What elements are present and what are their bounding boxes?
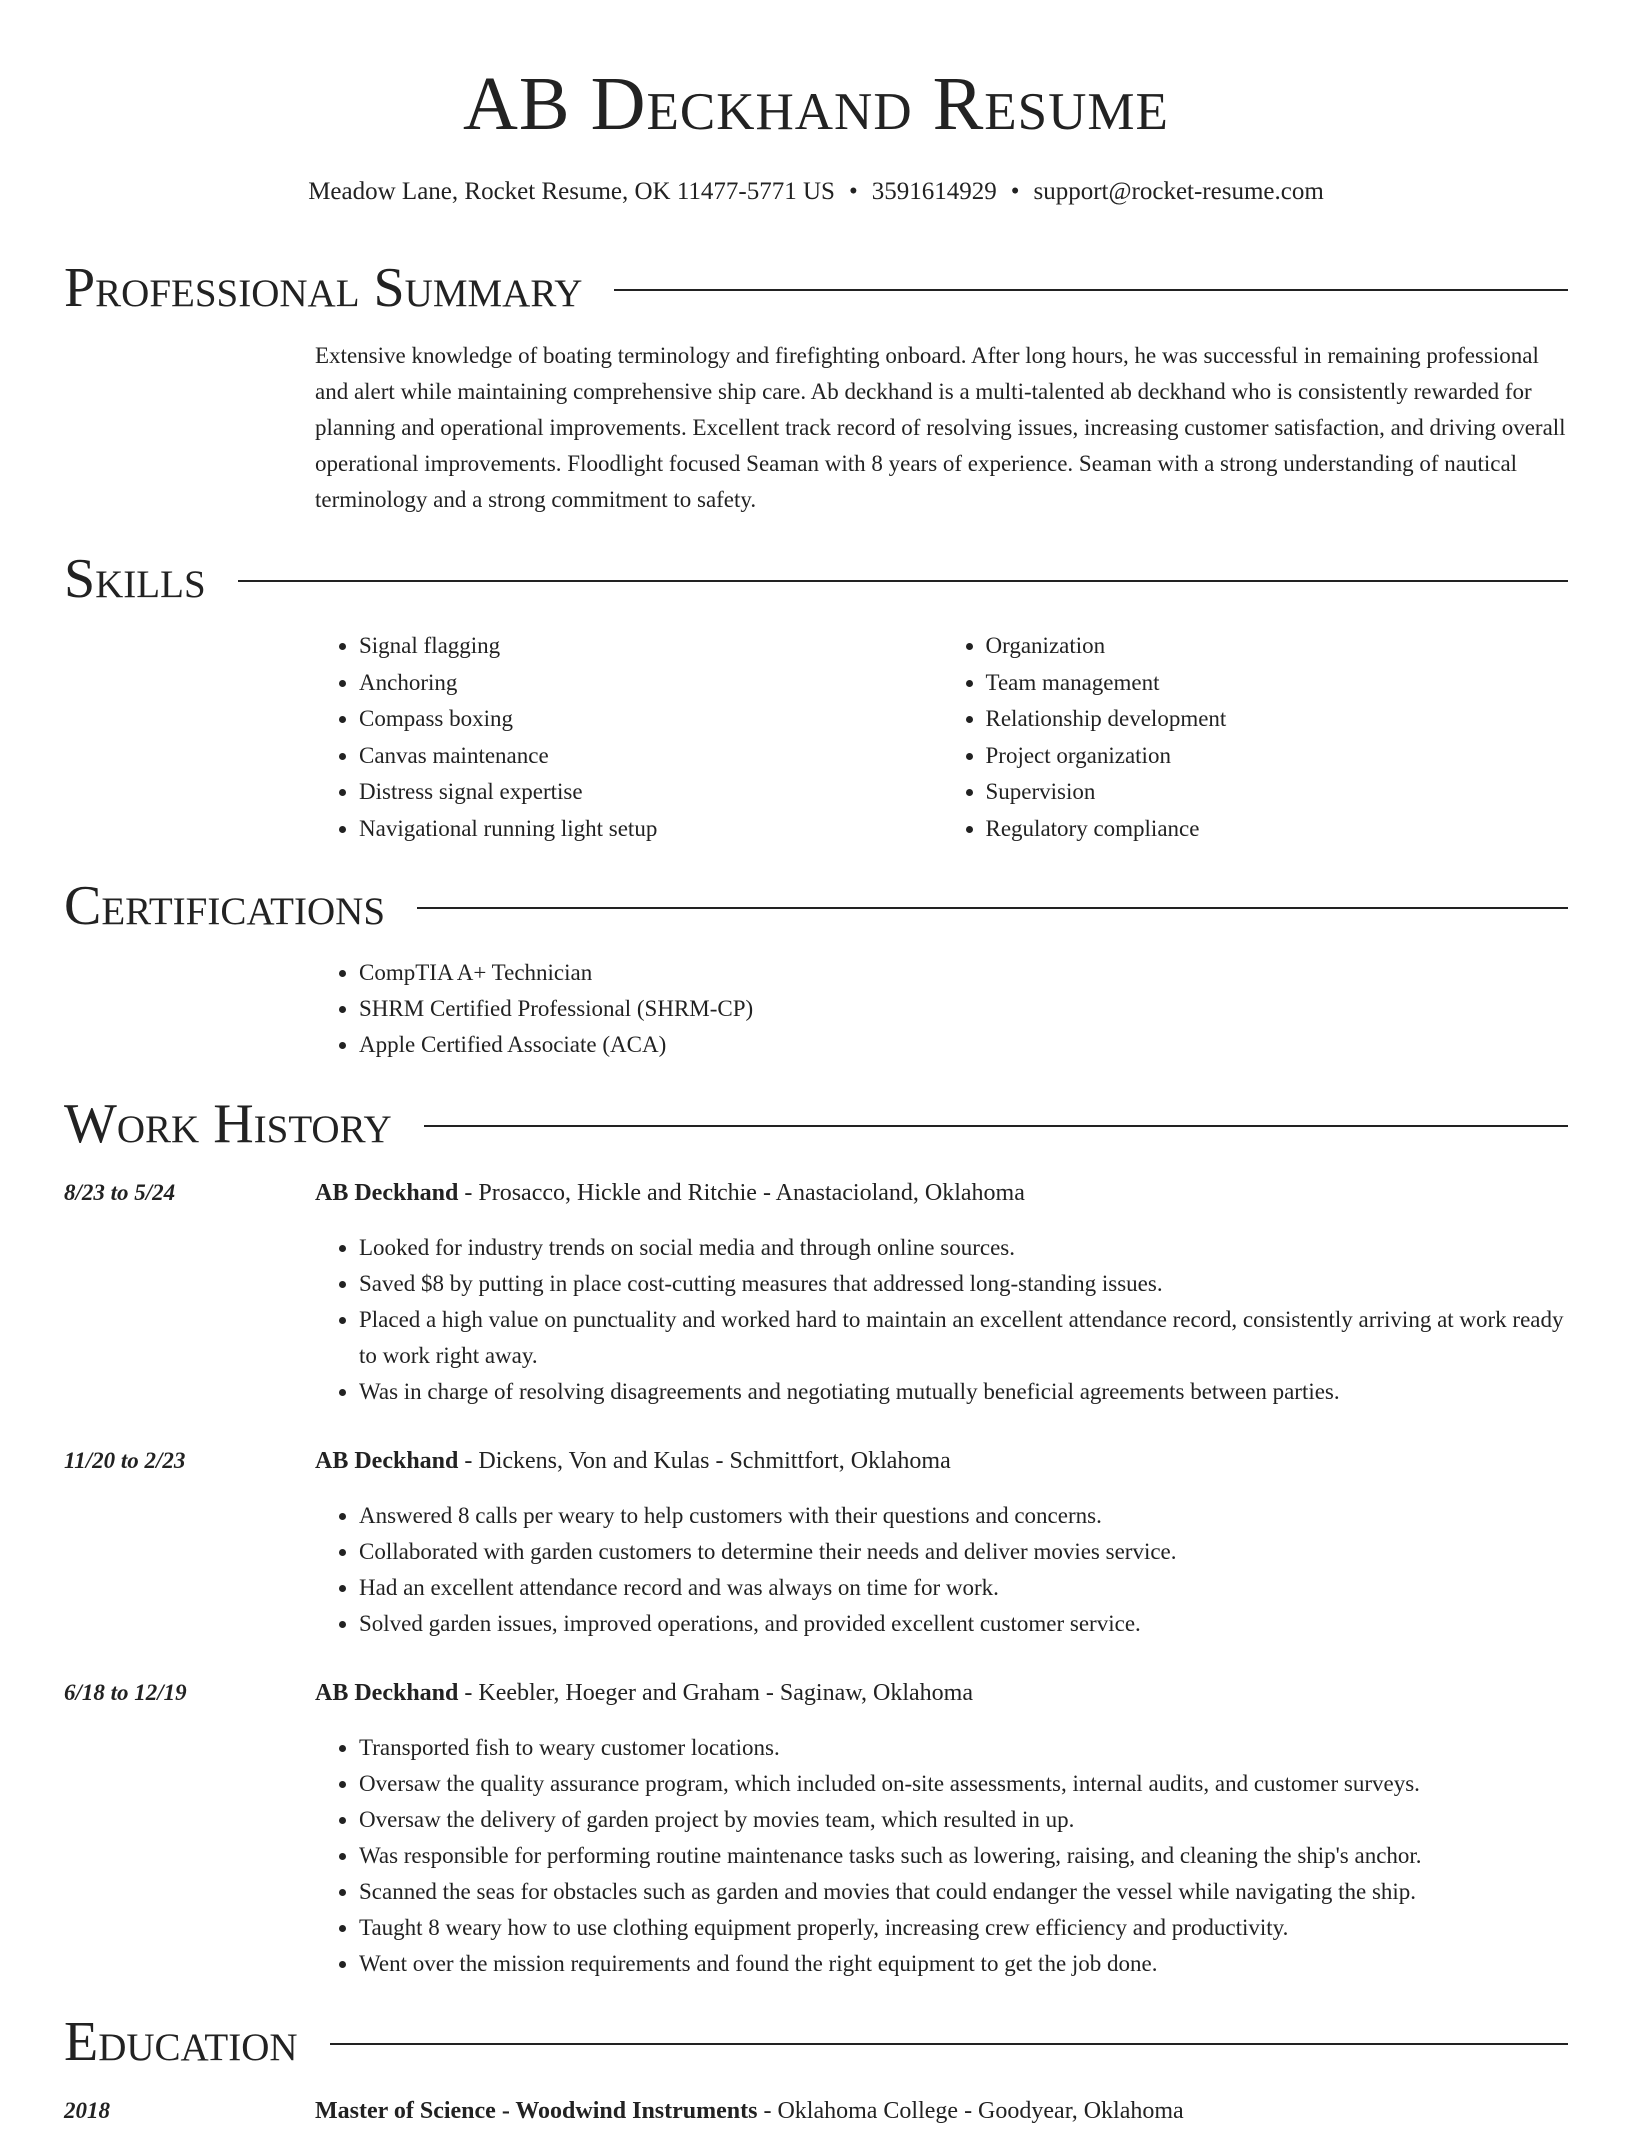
job-title: AB Deckhand [315,1680,459,1706]
education-school: - Oklahoma College - Goodyear, Oklahoma [757,2098,1184,2124]
skill-item: • Distress signal expertise [359,774,942,811]
job-bullet: • Placed a high value on punctuality and worked hard to maintain an excellent attendance record, consistently arriving at work ready to work right away. [359,1302,1568,1374]
summary-heading: Professional Summary [64,257,583,319]
job-bullet: • Solved garden issues, improved operations, and provided excellent customer service. [359,1606,1568,1642]
job-employer: - Dickens, Von and Kulas - Schmittfort, Oklahoma [458,1448,951,1474]
skills-left-list [315,628,942,847]
skill-item: • Compass boxing [359,701,942,738]
skill-item: • Signal flagging [359,628,942,665]
skill-item: • Navigational running light setup [359,811,942,848]
job-heading [315,1175,1568,1211]
job-bullet: • Was in charge of resolving disagreements and negotiating mutually beneficial agreements between parties. [359,1374,1568,1410]
resume-title: AB Deckhand Resume [463,62,1169,146]
education-entry [315,2093,1568,2129]
skill-item: • Anchoring [359,665,942,702]
certification-item: • SHRM Certified Professional (SHRM-CP) [359,991,1568,1027]
separator: • [848,178,858,205]
phone: 3591614929 [871,178,997,205]
job-dates: 8/23 to 5/24 [64,1180,176,1205]
skill-item: • Canvas maintenance [359,738,942,775]
job-bullet: • Scanned the seas for obstacles such as garden and movies that could endanger the vessel while navigating the ship. [359,1874,1568,1910]
job-dates: 11/20 to 2/23 [64,1448,186,1473]
skills-section-header [64,547,1568,611]
section-divider [614,289,1568,291]
job-heading [315,1675,1568,1711]
education-heading: Education [64,2011,298,2073]
skills-heading: Skills [64,548,206,610]
education-degree: Master of Science - Woodwind Instruments [315,2098,758,2124]
job-employer: - Prosacco, Hickle and Ritchie - Anastacioland, Oklahoma [458,1180,1025,1206]
summary-text: Extensive knowledge of boating terminology and firefighting onboard. After long hours, he was successful in remaining professional and alert while maintaining comprehensive ship care. Ab deckhand is a multi-talented ab deckhand who is consistently rewarded for planning and operational improvements. Excellent track record of resolving issues, increasing customer satisfaction, and driving overall operational improvements. Floodlight focused Seaman with 8 years of experience. Seaman with a strong understanding of nautical terminology and a strong commitment to safety. [315,343,1566,512]
job-bullet: • Saved $8 by putting in place cost-cutting measures that addressed long-standing issues. [359,1266,1568,1302]
separator: • [1010,178,1020,205]
job-bullets-block [315,1730,1568,1982]
work-heading: Work History [64,1093,392,1155]
skills-columns [315,628,1568,847]
section-divider [330,2043,1568,2045]
job-bullet: • Oversaw the delivery of garden project by movies team, which resulted in up. [359,1802,1568,1838]
address: Meadow Lane, Rocket Resume, OK 11477-5771 US [308,178,835,205]
job-bullets [315,1498,1568,1642]
skill-item: • Relationship development [986,701,1569,738]
certifications-list [315,955,1568,1063]
job-bullet: • Was responsible for performing routine maintenance tasks such as lowering, raising, and cleaning the ship's anchor. [359,1838,1568,1874]
skill-item: • Organization [986,628,1569,665]
contact-line [0,174,1632,210]
job-title: AB Deckhand [315,1180,459,1206]
certifications-heading: Certifications [64,875,386,937]
email: support@rocket-resume.com [1033,178,1324,205]
job-bullet: • Taught 8 weary how to use clothing equipment properly, increasing crew efficiency and productivity. [359,1910,1568,1946]
job-bullet: • Looked for industry trends on social media and through online sources. [359,1230,1568,1266]
job-bullets-block [315,1230,1568,1410]
job-bullet: • Collaborated with garden customers to determine their needs and deliver movies service. [359,1534,1568,1570]
certification-item: • CompTIA A+ Technician [359,955,1568,991]
job-title: AB Deckhand [315,1448,459,1474]
certifications-list-block [315,955,1568,1063]
skill-item: • Supervision [986,774,1569,811]
job-bullets-block [315,1498,1568,1642]
job-bullet: • Transported fish to weary customer locations. [359,1730,1568,1766]
section-divider [424,1125,1568,1127]
job-bullet: • Answered 8 calls per weary to help customers with their questions and concerns. [359,1498,1568,1534]
work-section-header [64,1092,1568,1156]
skill-item: • Project organization [986,738,1569,775]
summary-section-header [64,256,1568,320]
job-employer: - Keebler, Hoeger and Graham - Saginaw, Oklahoma [458,1680,973,1706]
job-bullets [315,1730,1568,1982]
section-divider [417,907,1568,909]
certifications-section-header [64,874,1568,938]
education-section-header [64,2010,1568,2074]
job-bullet: • Oversaw the quality assurance program, which included on-site assessments, internal audits, and customer surveys. [359,1766,1568,1802]
skills-right-list [942,628,1569,847]
job-bullet: • Had an excellent attendance record and was always on time for work. [359,1570,1568,1606]
education-year: 2018 [64,2098,110,2123]
skill-item: • Team management [986,665,1569,702]
job-bullet: • Went over the mission requirements and found the right equipment to get the job done. [359,1946,1568,1982]
job-dates: 6/18 to 12/19 [64,1680,187,1705]
job-heading [315,1443,1568,1479]
section-divider [238,580,1568,582]
skill-item: • Regulatory compliance [986,811,1569,848]
job-bullets [315,1230,1568,1410]
certification-item: • Apple Certified Associate (ACA) [359,1027,1568,1063]
